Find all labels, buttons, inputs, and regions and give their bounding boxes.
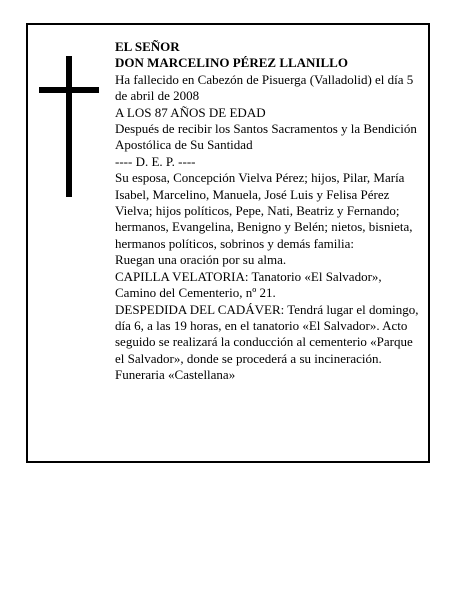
chapel-info: CAPILLA VELATORIA: Tanatorio «El Salvador», Camino del Cementerio, nº 21. — [115, 268, 382, 301]
family-list: Su esposa, Concepción Vielva Pérez; hijos, Pilar, María Isabel, Marcelino, Manuela, José Luis y Felisa Pérez Vielva; hijos políticos, Pepe, Nati, Beatriz y Fernando; hermanos, Evangelina, Benigno y Belén; nietos, bisnieta, hermanos políticos, sobrinos y demás familia: — [115, 170, 413, 251]
rest-in-peace: ---- D. E. P. ---- — [115, 153, 196, 169]
cross-horizontal-bar — [39, 87, 99, 93]
deceased-name: DON MARCELINO PÉREZ LLANILLO — [115, 55, 348, 71]
prayer-request: Ruegan una oración por su alma. — [115, 252, 287, 268]
age-statement: A LOS 87 AÑOS DE EDAD — [115, 104, 266, 120]
obituary-notice — [26, 23, 430, 463]
farewell-info: DESPEDIDA DEL CADÁVER: Tendrá lugar el domingo, día 6, a las 19 horas, en el tanatorio «El Salvador». Acto seguido se realizará la conducción al cementerio «Parque el Salvador», donde se procederá a su incineración. — [115, 301, 419, 366]
cross-vertical-bar — [66, 56, 72, 197]
death-statement: Ha fallecido en Cabezón de Pisuerga (Valladolid) el día 5 de abril de 2008 — [115, 71, 414, 104]
deceased-title: EL SEÑOR — [115, 39, 180, 54]
funeral-home: Funeraria «Castellana» — [115, 367, 236, 383]
sacraments-statement: Después de recibir los Santos Sacramentos y la Bendición Apostólica de Su Santidad — [115, 121, 417, 153]
obituary-text — [115, 39, 425, 384]
